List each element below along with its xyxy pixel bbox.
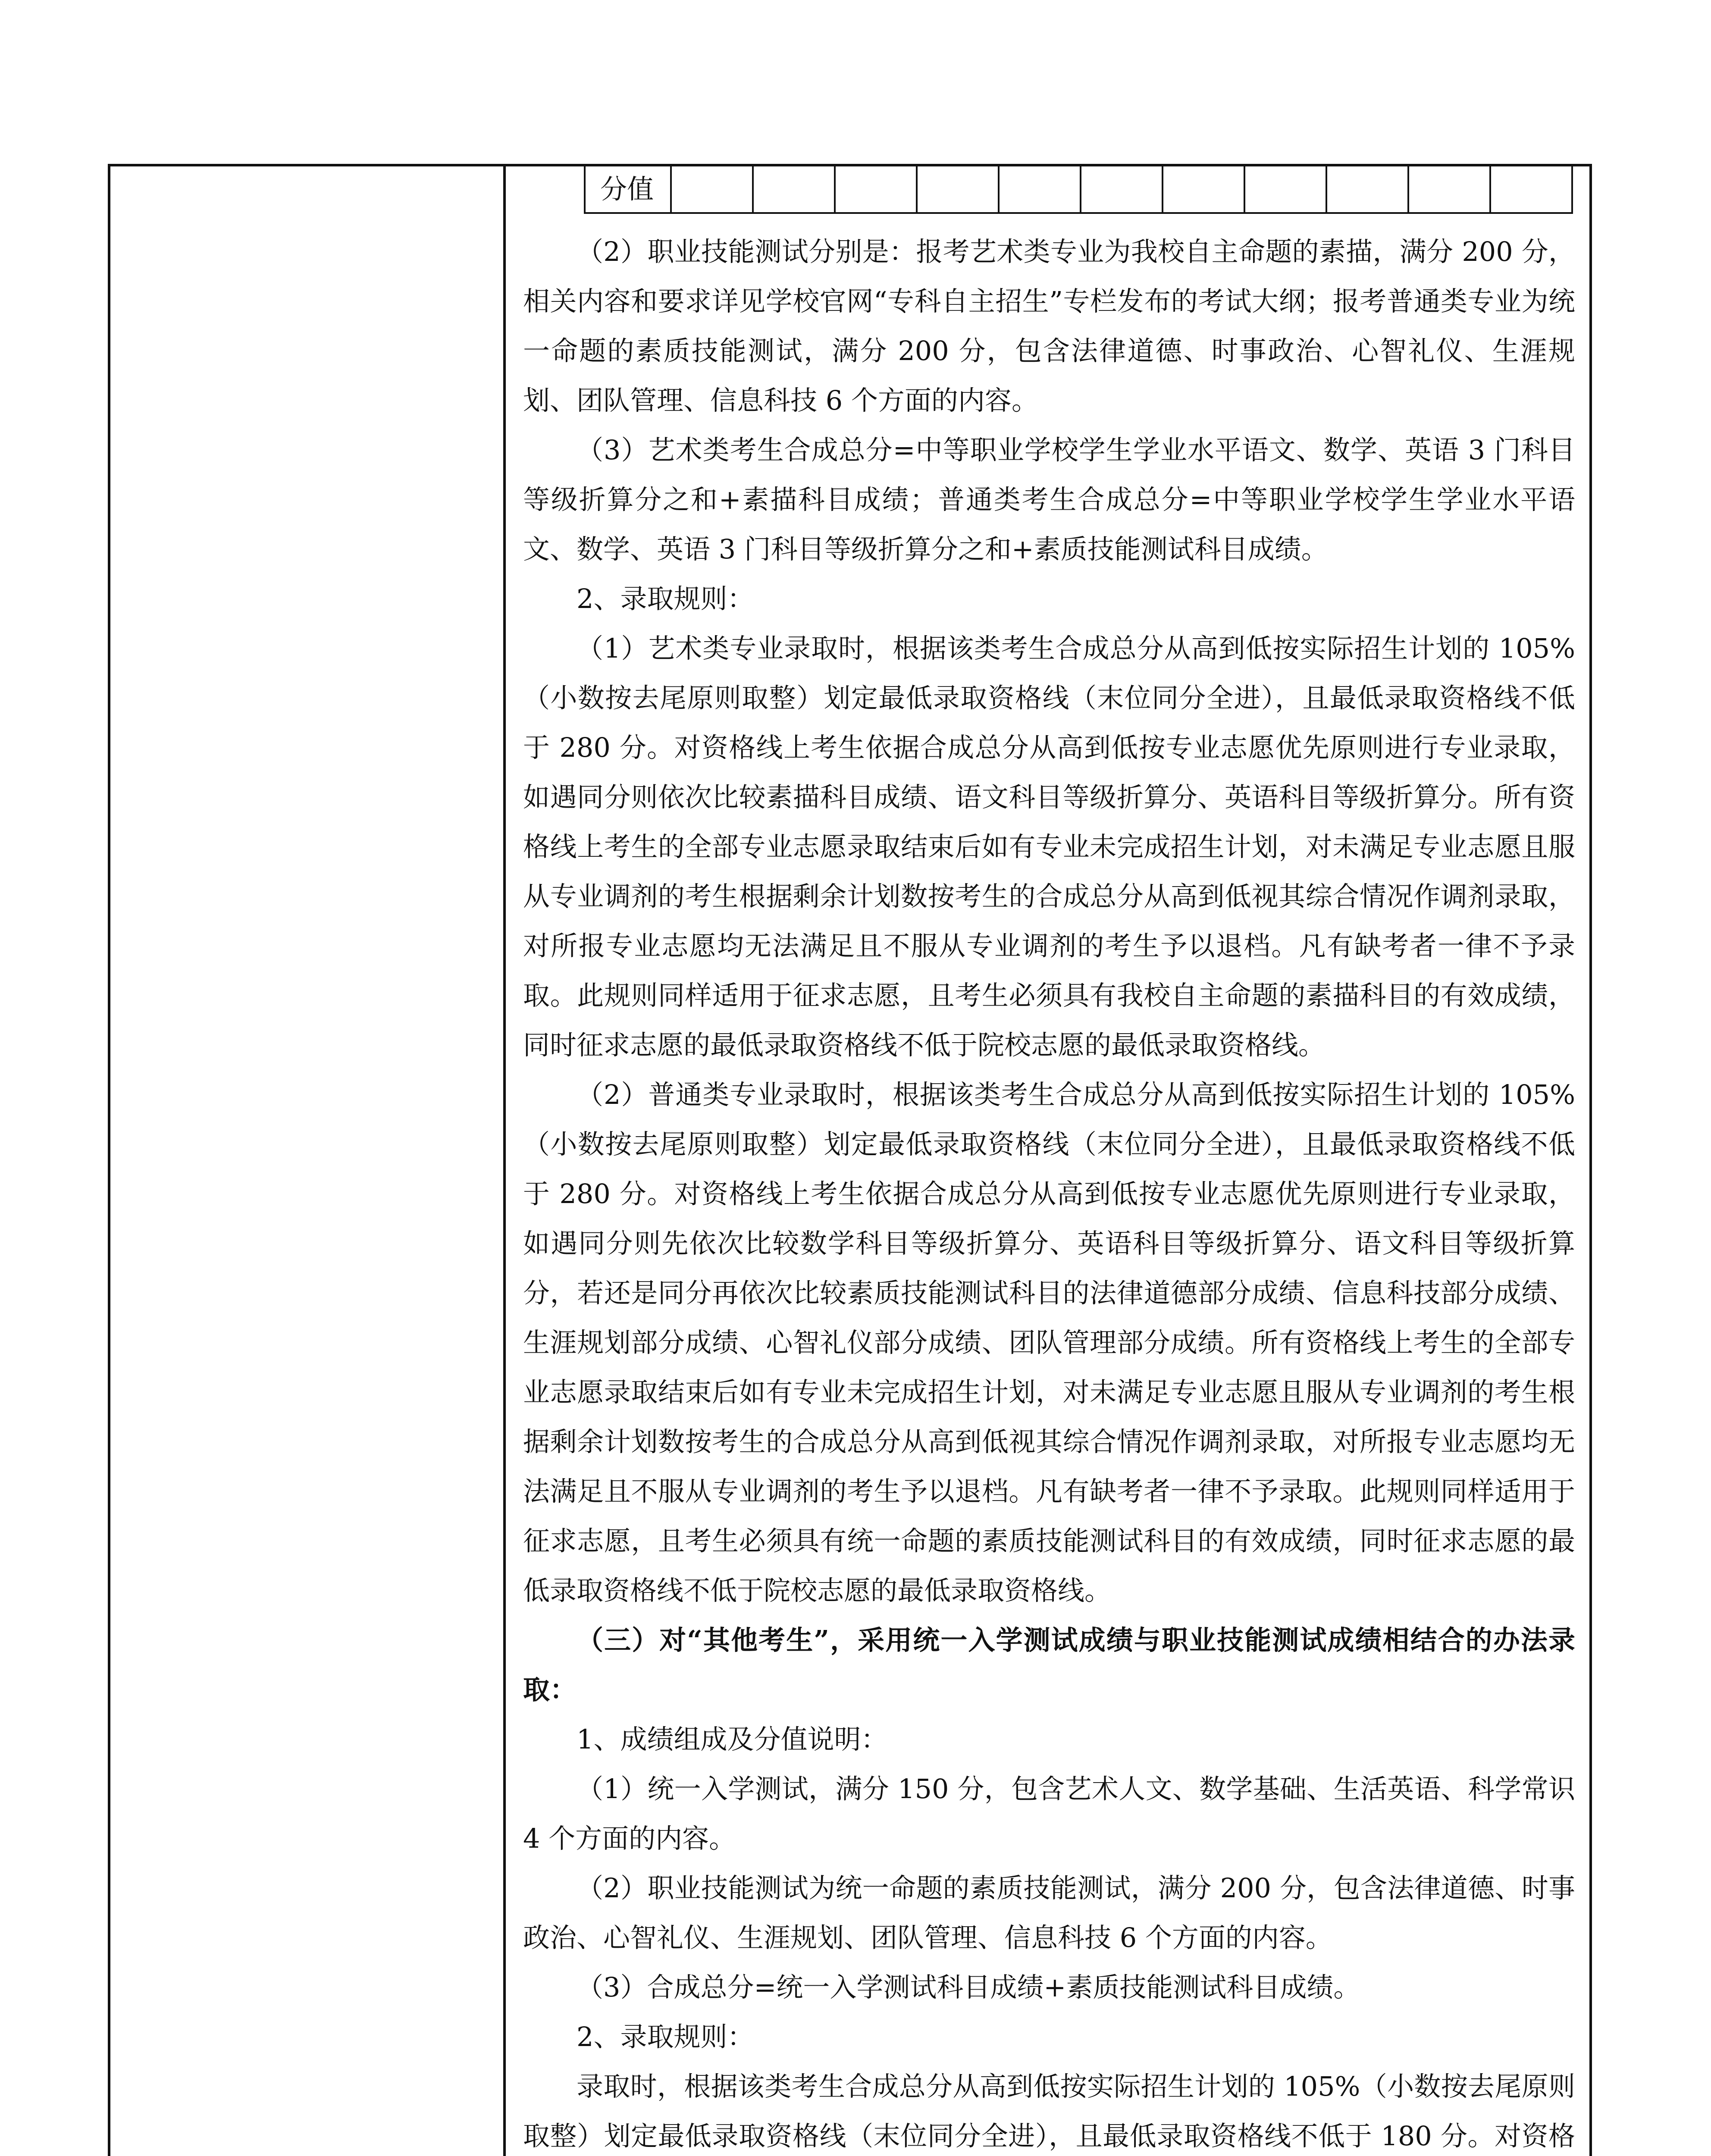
score-cell [999, 166, 1081, 213]
score-cell [753, 166, 835, 213]
paragraph-skill-test: （2）职业技能测试分别是：报考艺术类专业为我校自主命题的素描，满分 200 分，相关内容和要求详见学校官网“专科自主招生”专栏发布的考试大纲；报考普通类专业为统一命题的素质技能测试，满分 200 分，包含法律道德、时事政治、心智礼仪、生涯规划、团队管理、信息科技 6 个方面的内容。 [523, 236, 1575, 416]
score-cell [671, 166, 753, 213]
score-cell [1326, 166, 1408, 213]
score-row [585, 166, 1572, 213]
section-heading-other-candidates: （三）对“其他考生”，采用统一入学测试成绩与职业技能测试成绩相结合的办法录取： [523, 1624, 1575, 1705]
score-cell [1163, 166, 1244, 213]
paragraph-total-formula: （3）合成总分=统一入学测试科目成绩+素质技能测试科目成绩。 [577, 1971, 1360, 2003]
paragraph-admission-rules-heading: 2、录取规则： [577, 583, 754, 614]
paragraph-admission-rules-heading-2: 2、录取规则： [577, 2021, 754, 2053]
left-column-cell [110, 166, 506, 2156]
content-table [108, 164, 1592, 2156]
score-cell [1490, 166, 1572, 213]
paragraph-other-admission: 录取时，根据该类考生合成总分从高到低按实际招生计划的 105%（小数按去尾原则取整）划定最低录取资格线（末位同分全进），且最低录取资格线不低于 180 分。对资格 [523, 2071, 1575, 2152]
right-column-cell [506, 166, 1592, 2156]
paragraph-unified-test: （1）统一入学测试，满分 150 分，包含艺术人文、数学基础、生活英语、科学常识 4 个方面的内容。 [523, 1773, 1575, 1854]
paragraph-score-composition-heading: 1、成绩组成及分值说明： [577, 1724, 888, 1755]
paragraph-total-score: （3）艺术类考生合成总分=中等职业学校学生学业水平语文、数学、英语 3 门科目等级折算分之和+素描科目成绩；普通类考生合成总分=中等职业学校学生学业水平语文、数学、英语 3 门科目等级折算分之和+素质技能测试科目成绩。 [523, 434, 1575, 565]
score-label: 分值 [585, 166, 671, 213]
score-cell [1408, 166, 1490, 213]
score-cell [1244, 166, 1326, 213]
body-text [523, 227, 1575, 2156]
score-cell [835, 166, 917, 213]
paragraph-general-admission: （2）普通类专业录取时，根据该类考生合成总分从高到低按实际招生计划的 105%（小数按去尾原则取整）划定最低录取资格线（末位同分全进），且最低录取资格线不低于 280 分。对资格线上考生依据合成总分从高到低按专业志愿优先原则进行专业录取，如遇同分则先依次比较数学科目等级折算分、英语科目等级折算分、语文科目等级折算分，若还是同分再依次比较素质技能测试科目的法律道德部分成绩、信息科技部分成绩、生涯规划部分成绩、心智礼仪部分成绩、团队管理部分成绩。所有资格线上考生的全部专业志愿录取结束后如有专业未完成招生计划，对未满足专业志愿且服从专业调剂的考生根据剩余计划数按考生的合成总分从高到低视其综合情况作调剂录取，对所报专业志愿均无法满足且不服从专业调剂的考生予以退档。凡有缺考者一律不予录取。此规则同样适用于征求志愿，且考生必须具有统一命题的素质技能测试科目的有效成绩，同时征求志愿的最低录取资格线不低于院校志愿的最低录取资格线。 [523, 1079, 1575, 1606]
score-table [584, 166, 1573, 214]
score-cell [1081, 166, 1163, 213]
paragraph-art-admission: （1）艺术类专业录取时，根据该类考生合成总分从高到低按实际招生计划的 105%（小数按去尾原则取整）划定最低录取资格线（末位同分全进），且最低录取资格线不低于 280 分。对资格线上考生依据合成总分从高到低按专业志愿优先原则进行专业录取，如遇同分则依次比较素描科目成绩、语文科目等级折算分、英语科目等级折算分。所有资格线上考生的全部专业志愿录取结束后如有专业未完成招生计划，对未满足专业志愿且服从专业调剂的考生根据剩余计划数按考生的合成总分从高到低视其综合情况作调剂录取，对所报专业志愿均无法满足且不服从专业调剂的考生予以退档。凡有缺考者一律不予录取。此规则同样适用于征求志愿，且考生必须具有我校自主命题的素描科目的有效成绩，同时征求志愿的最低录取资格线不低于院校志愿的最低录取资格线。 [523, 633, 1575, 1061]
paragraph-vocational-test: （2）职业技能测试为统一命题的素质技能测试，满分 200 分，包含法律道德、时事政治、心智礼仪、生涯规划、团队管理、信息科技 6 个方面的内容。 [523, 1872, 1575, 1953]
score-cell [917, 166, 999, 213]
